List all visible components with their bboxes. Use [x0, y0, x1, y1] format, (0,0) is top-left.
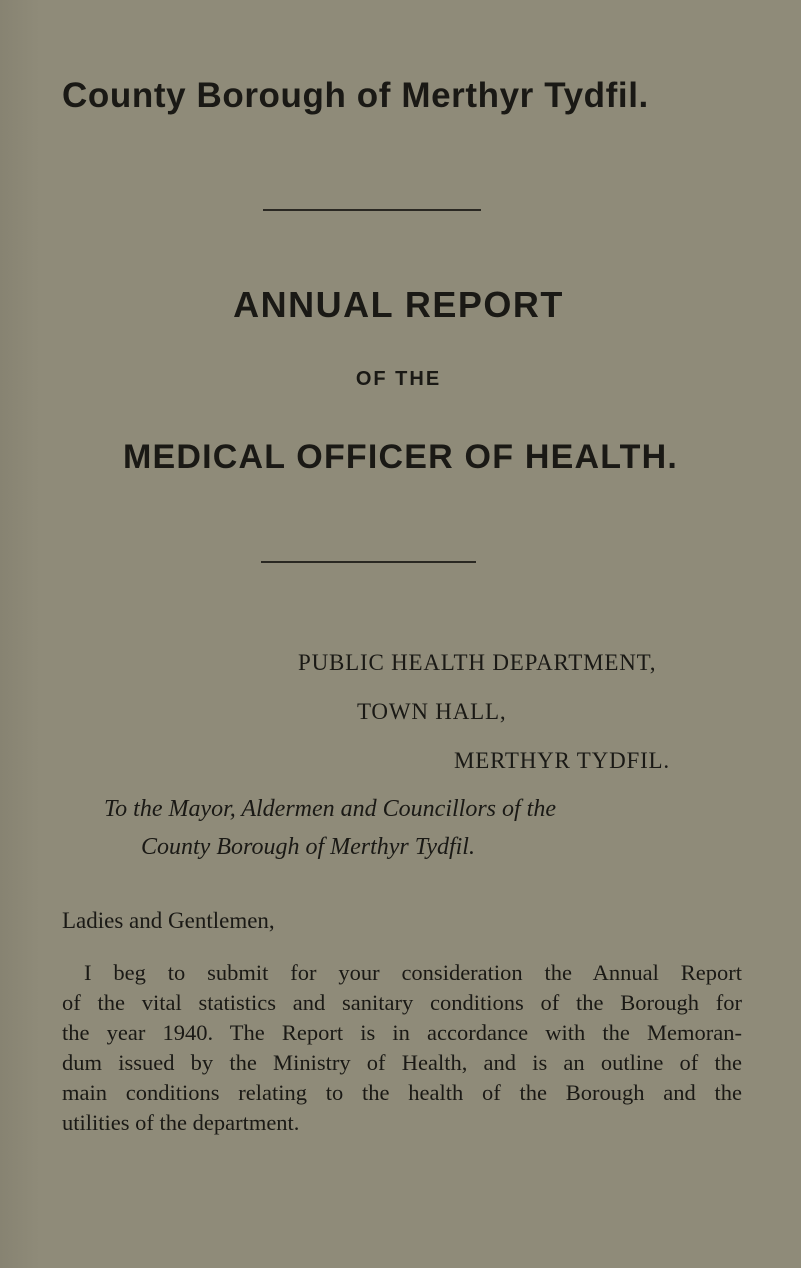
- report-subject: MEDICAL OFFICER OF HEALTH.: [122, 438, 679, 476]
- body-line: I beg to submit for your consideration the Annual Report: [84, 960, 742, 985]
- divider-top: [263, 209, 481, 211]
- body-line: the year 1940. The Report is in accordance with the Memoran-: [62, 1020, 742, 1045]
- address-line-building: TOWN HALL,: [357, 699, 507, 724]
- body-paragraph: [62, 958, 742, 1138]
- dedication-line-1: To the Mayor, Aldermen and Councillors of the: [104, 796, 556, 822]
- body-line: utilities of the department.: [62, 1110, 300, 1135]
- salutation: Ladies and Gentlemen,: [62, 908, 275, 933]
- body-line: main conditions relating to the health of the Borough and the: [62, 1080, 742, 1105]
- body-line: of the vital statistics and sanitary conditions of the Borough for: [62, 990, 742, 1015]
- divider-middle: [261, 561, 476, 563]
- report-connector: OF THE: [355, 368, 442, 390]
- body-line: dum issued by the Ministry of Health, and is an outline of the: [62, 1050, 742, 1075]
- borough-title: County Borough of Merthyr Tydfil.: [62, 76, 649, 115]
- address-line-department: PUBLIC HEALTH DEPARTMENT,: [298, 650, 657, 675]
- dedication-line-2: County Borough of Merthyr Tydfil.: [141, 834, 475, 860]
- address-line-town: MERTHYR TYDFIL.: [454, 748, 670, 773]
- report-title: ANNUAL REPORT: [233, 284, 564, 325]
